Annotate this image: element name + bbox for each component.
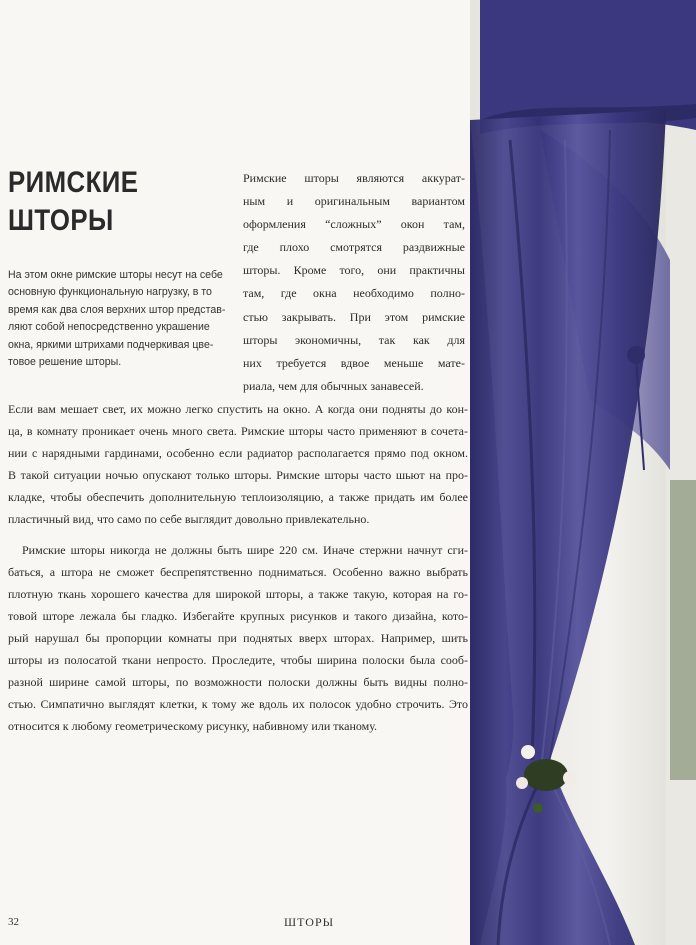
garden-view — [670, 480, 696, 780]
intro-paragraph — [243, 167, 465, 398]
caption-line: время как два слоя верхних штор представ- — [8, 303, 226, 316]
intro-line: ным и оригинальным вариантом — [243, 194, 465, 209]
caption-line: основную функциональную нагрузку, в то — [8, 286, 212, 299]
page-number: 32 — [8, 916, 19, 928]
caption-line: ляют собой непосредственно украшение — [8, 321, 210, 334]
body-line: разной ширине самой шторы, по возможности полоски должны быть видны полно- — [8, 675, 468, 690]
intro-line: шторы экономичны, так как для — [243, 332, 465, 347]
intro-line: них требуется вдвое меньше мате- — [243, 355, 465, 370]
body-line: кладке, чтобы обеспечить дополнительную теплоизоляцию, а также придать им более — [8, 490, 468, 505]
body-text — [8, 398, 468, 737]
running-head: ШТОРЫ — [284, 915, 335, 929]
caption-line: окна, яркими штрихами подчеркивая цве- — [8, 338, 214, 351]
tieback-leaf — [533, 803, 543, 813]
intro-line: оформления “сложных” окон там, — [243, 217, 465, 232]
body-line: ца, в комнату проникает очень много света. Римские шторы часто применяют в сочета- — [8, 424, 468, 439]
body-line: товой шторе лежала бы гладко. Избегайте крупных рисунков и такого дизайна, кото- — [8, 608, 468, 623]
intro-line: риала, чем для обычных занавесей. — [243, 378, 424, 393]
caption-line: На этом окне римские шторы несут на себе — [8, 269, 223, 281]
intro-line: там, где окна необходимо полно- — [243, 286, 465, 301]
intro-line: Римские шторы являются аккурат- — [243, 171, 465, 185]
tieback-flower — [516, 777, 528, 789]
title-line-2: ШТОРЫ — [8, 204, 114, 237]
body-line: Римские шторы никогда не должны быть шире 220 см. Иначе стержни начнут сги- — [22, 542, 468, 557]
body-line: пластичный вид, что само по себе выглядит довольно привлекательно. — [8, 512, 370, 527]
body-line: стью. Симпатично выглядят клетки, к тому же вдоль их полосок удобно строчить. Это — [8, 697, 468, 712]
title-line-1: РИМСКИЕ — [8, 166, 139, 199]
paragraph-gap — [8, 531, 468, 539]
body-line: нии с нарядными гардинами, особенно если радиатор располагается прямо под окном. — [8, 446, 468, 461]
body-line: рый нарушал бы пропорции комнаты при поднятых вверх шторах. Например, шить — [8, 630, 468, 645]
intro-line: шторы. Кроме того, они практичны — [243, 263, 465, 278]
body-line: Если вам мешает свет, их можно легко спустить на окно. А когда они подняты до кон- — [8, 402, 468, 416]
body-line: шторы из полосатой ткани непросто. Проследите, чтобы ширина полоски была сооб- — [8, 653, 468, 668]
paragraph-1 — [8, 398, 468, 531]
page-title — [8, 164, 180, 240]
tieback-leaves — [524, 759, 568, 791]
tieback-flower — [563, 771, 577, 785]
body-line: В такой ситуации ночью опускают только шторы. Римские шторы часто шьют на про- — [8, 468, 468, 483]
tieback-flower — [521, 745, 535, 759]
caption-line: товое решение шторы. — [8, 356, 122, 369]
paragraph-2 — [8, 539, 468, 738]
body-line: относится к любому геометрическому рисунку, набивному или тканому. — [8, 719, 378, 734]
intro-line: где плохо смотрятся раздвижные — [243, 240, 465, 255]
body-line: плотную ткань хорошего качества для широкой шторы, а также такую, которая на го- — [8, 586, 468, 601]
curtain-illustration — [470, 0, 696, 945]
body-line: баться, а штора не сможет беспрепятственно подниматься. Особенно важно выбрать — [8, 564, 468, 579]
photo-caption — [8, 267, 234, 371]
intro-line: стью закрывать. При этом римские — [243, 309, 465, 324]
curtain-photo — [470, 0, 696, 945]
